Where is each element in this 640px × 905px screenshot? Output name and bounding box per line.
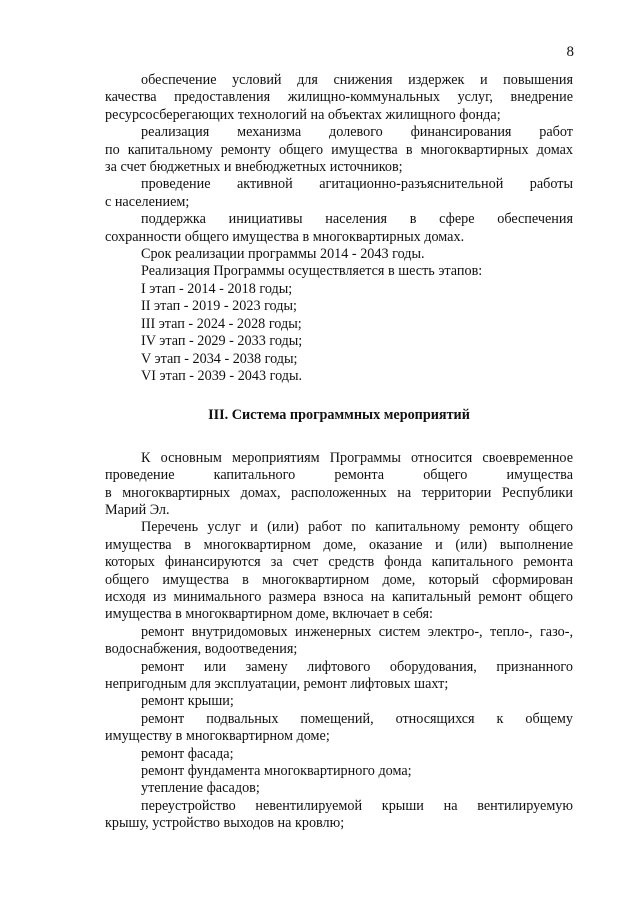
stage-item: VI этап - 2039 - 2043 годы. [141,367,303,384]
document-body [105,72,573,833]
text-line: поддержка инициативы населения в сфере обеспечения [141,211,573,228]
text-line: имуществу в многоквартирном доме; [105,728,330,745]
text-line: реализация механизма долевого финансирования работ [141,124,573,141]
work-item [105,780,573,797]
text-line: ремонт фасада; [141,745,234,762]
text-line: водоснабжения, водоотведения; [105,641,298,658]
program-term: Срок реализации программы 2014 - 2043 годы. [141,246,425,263]
work-item [105,659,573,694]
work-item [105,693,573,710]
work-item [105,763,573,780]
text-line: обеспечение условий для снижения издержек и повышения [141,72,573,88]
text-line: ремонт подвальных помещений, относящихся к общему [141,710,573,727]
text-line: Перечень услуг и (или) работ по капитальному ремонту общего [141,519,573,536]
text-line: с населением; [105,193,190,210]
goal-item [105,211,573,246]
work-item [105,624,573,659]
text-line: общего имущества в многоквартирном доме, который сформирован [105,571,573,588]
text-line: проведение капитального ремонта общего имущества [105,467,573,484]
section-paragraph [105,519,573,623]
work-item [105,711,573,746]
work-item [105,746,573,763]
text-line: исходя из минимального размера взноса на капитальный ремонт общего [105,588,573,605]
text-line: имущества в многоквартирном доме, включает в себя: [105,606,433,623]
text-line: утепление фасадов; [141,780,260,797]
text-line: Марий Эл. [105,501,170,518]
text-line: крышу, устройство выходов на кровлю; [105,815,345,832]
text-line: ресурсосберегающих технологий на объектах жилищного фонда; [105,106,501,123]
stages-list [105,281,573,385]
text-line: ремонт фундамента многоквартирного дома; [141,763,412,780]
text-line: имущества в многоквартирном доме, оказание и (или) выполнение [105,536,573,553]
text-line: К основным мероприятиям Программы относится своевременное [141,449,573,466]
stage-item: III этап - 2024 - 2028 годы; [141,315,302,332]
section-paragraph [105,450,573,520]
works-list [105,624,573,833]
text-line: ремонт крыши; [141,693,234,710]
stage-item: V этап - 2034 - 2038 годы; [141,350,298,367]
text-line: проведение активной агитационно-разъяснительной работы [141,176,573,193]
text-line: непригодным для эксплуатации, ремонт лифтовых шахт; [105,676,449,692]
goal-item [105,124,573,176]
page-number: 8 [566,44,574,60]
stage-item: IV этап - 2029 - 2033 годы; [141,333,303,350]
goal-item [105,176,573,211]
goals-list [105,72,573,246]
text-line: в многоквартирных домах, расположенных на территории Республики [105,484,573,501]
text-line: переустройство невентилируемой крыши на вентилируемую [141,797,573,814]
section-heading: III. Система программных мероприятий [208,407,470,424]
work-item [105,798,573,833]
text-line: сохранности общего имущества в многоквартирных домах. [105,228,465,245]
text-line: которых финансируются за счет средств фонда капитального ремонта [105,554,573,571]
text-line: ремонт или замену лифтового оборудования, признанного [141,658,573,675]
text-line: по капитальному ремонту общего имущества в многоквартирных домах [105,141,573,158]
stage-item: I этап - 2014 - 2018 годы; [141,280,293,297]
text-line: за счет бюджетных и внебюджетных источников; [105,159,403,176]
goal-item [105,72,573,124]
stage-item: II этап - 2019 - 2023 годы; [141,298,297,315]
text-line: качества предоставления жилищно-коммунальных услуг, внедрение [105,89,573,106]
text-line: ремонт внутридомовых инженерных систем электро-, тепло-, газо-, [141,623,573,640]
stages-intro: Реализация Программы осуществляется в шесть этапов: [141,263,483,280]
